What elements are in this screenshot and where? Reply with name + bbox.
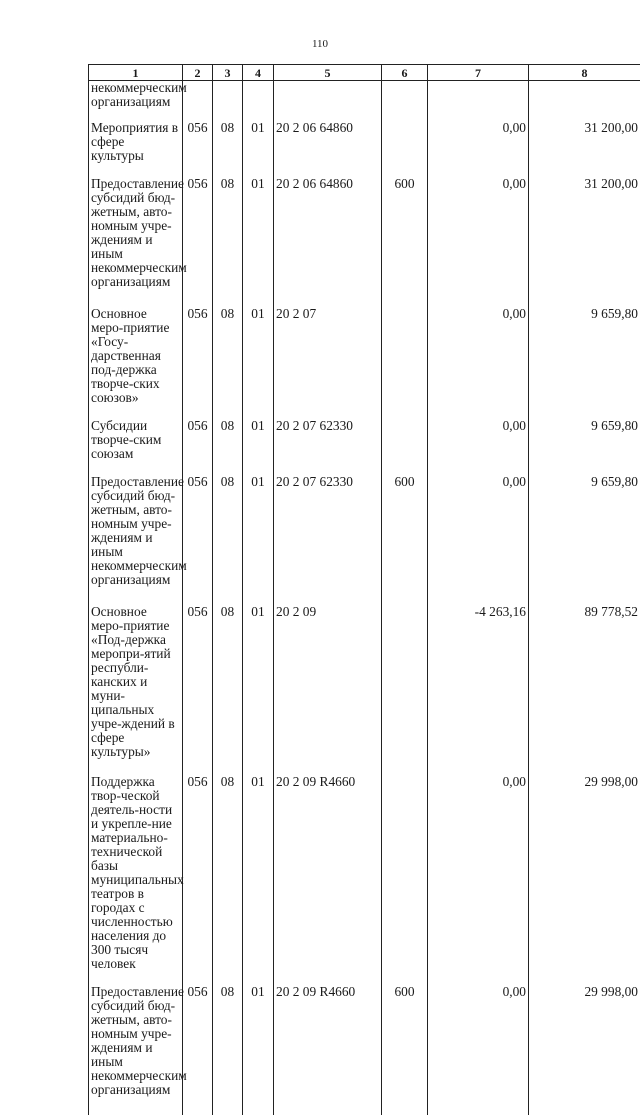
row-change-amount-cell [428,81,529,122]
row-code-3-cell: 08 [213,177,243,307]
row-code-2-cell: 056 [183,605,213,775]
row-expense-type-cell: 600 [382,177,428,307]
row-code-3-cell: 08 [213,475,243,605]
column-header: 2 [183,65,213,81]
table-row [89,81,640,122]
row-code-4-cell: 01 [243,307,274,419]
column-header: 3 [213,65,243,81]
row-change-amount-cell: 0,00 [428,985,529,1115]
row-code-4-cell: 01 [243,605,274,775]
row-expense-type-cell [382,307,428,419]
row-change-amount-cell: 0,00 [428,475,529,605]
row-code-4-cell: 01 [243,985,274,1115]
row-change-amount-cell: 0,00 [428,177,529,307]
table-row [89,177,640,307]
row-total-amount-cell: 31 200,00 [529,121,640,177]
row-code-2-cell: 056 [183,475,213,605]
table-row [89,475,640,605]
row-total-amount-cell: 9 659,80 [529,419,640,475]
row-total-amount-cell: 29 998,00 [529,775,640,985]
row-target-code-cell: 20 2 06 64860 [274,121,382,177]
row-expense-type-cell [382,605,428,775]
row-name-cell: Предоставление субсидий бюд-жетным, авто-номным учре-ждениям и иным некоммерческим организациям [89,475,183,605]
column-header: 4 [243,65,274,81]
row-change-amount-cell: 0,00 [428,775,529,985]
row-target-code-cell: 20 2 07 [274,307,382,419]
row-code-2-cell: 056 [183,985,213,1115]
row-code-4-cell: 01 [243,121,274,177]
row-code-2-cell: 056 [183,419,213,475]
row-code-3-cell: 08 [213,775,243,985]
row-target-code-cell: 20 2 09 [274,605,382,775]
row-expense-type-cell: 600 [382,475,428,605]
row-name-cell: Основное меро-приятие «Госу-дарственная под-держка творче-ских союзов» [89,307,183,419]
row-expense-type-cell [382,81,428,122]
column-header: 7 [428,65,529,81]
row-code-3-cell: 08 [213,985,243,1115]
row-code-3-cell: 08 [213,121,243,177]
row-name-cell: Субсидии творче-ским союзам [89,419,183,475]
column-header: 5 [274,65,382,81]
row-change-amount-cell: 0,00 [428,419,529,475]
row-total-amount-cell: 31 200,00 [529,177,640,307]
row-total-amount-cell: 9 659,80 [529,307,640,419]
row-total-amount-cell: 89 778,52 [529,605,640,775]
header-row [89,65,640,81]
row-target-code-cell [274,81,382,122]
row-total-amount-cell: 29 998,00 [529,985,640,1115]
column-header: 1 [89,65,183,81]
row-target-code-cell: 20 2 09 R4660 [274,985,382,1115]
row-change-amount-cell: 0,00 [428,121,529,177]
row-change-amount-cell: -4 263,16 [428,605,529,775]
row-code-4-cell: 01 [243,419,274,475]
table-row [89,121,640,177]
table-row [89,307,640,419]
row-code-3-cell [213,81,243,122]
row-name-cell: Мероприятия в сфере культуры [89,121,183,177]
row-code-2-cell [183,81,213,122]
row-code-2-cell: 056 [183,307,213,419]
row-change-amount-cell: 0,00 [428,307,529,419]
column-header: 8 [529,65,640,81]
row-total-amount-cell [529,81,640,122]
row-name-cell: некоммерческим организациям [89,81,183,122]
row-expense-type-cell [382,775,428,985]
row-code-2-cell: 056 [183,775,213,985]
row-name-cell: Предоставление субсидий бюд-жетным, авто-номным учре-ждениям и иным некоммерческим организациям [89,177,183,307]
table-row [89,419,640,475]
row-code-4-cell: 01 [243,775,274,985]
row-name-cell: Предоставление субсидий бюд-жетным, авто-номным учре-ждениям и иным некоммерческим организациям [89,985,183,1115]
row-code-2-cell: 056 [183,177,213,307]
row-expense-type-cell: 600 [382,985,428,1115]
row-target-code-cell: 20 2 09 R4660 [274,775,382,985]
row-code-3-cell: 08 [213,605,243,775]
page-number: 110 [0,38,640,50]
row-code-4-cell: 01 [243,177,274,307]
row-target-code-cell: 20 2 07 62330 [274,419,382,475]
row-name-cell: Поддержка твор-ческой деятель-ности и укрепле-ние материально-технической базы муниципальных театров в городах с численностью населения до 300 тысяч человек [89,775,183,985]
row-target-code-cell: 20 2 07 62330 [274,475,382,605]
column-header: 6 [382,65,428,81]
row-code-4-cell: 01 [243,475,274,605]
row-code-3-cell: 08 [213,307,243,419]
row-code-4-cell [243,81,274,122]
row-expense-type-cell [382,419,428,475]
row-code-3-cell: 08 [213,419,243,475]
row-total-amount-cell: 9 659,80 [529,475,640,605]
row-expense-type-cell [382,121,428,177]
table-row [89,605,640,775]
row-code-2-cell: 056 [183,121,213,177]
table-row [89,775,640,985]
row-name-cell: Основное меро-приятие «Под-держка меропри-ятий республи-канских и муни-ципальных учре-ждений в сфере культуры» [89,605,183,775]
budget-table [88,64,640,1115]
table-row [89,985,640,1115]
row-target-code-cell: 20 2 06 64860 [274,177,382,307]
